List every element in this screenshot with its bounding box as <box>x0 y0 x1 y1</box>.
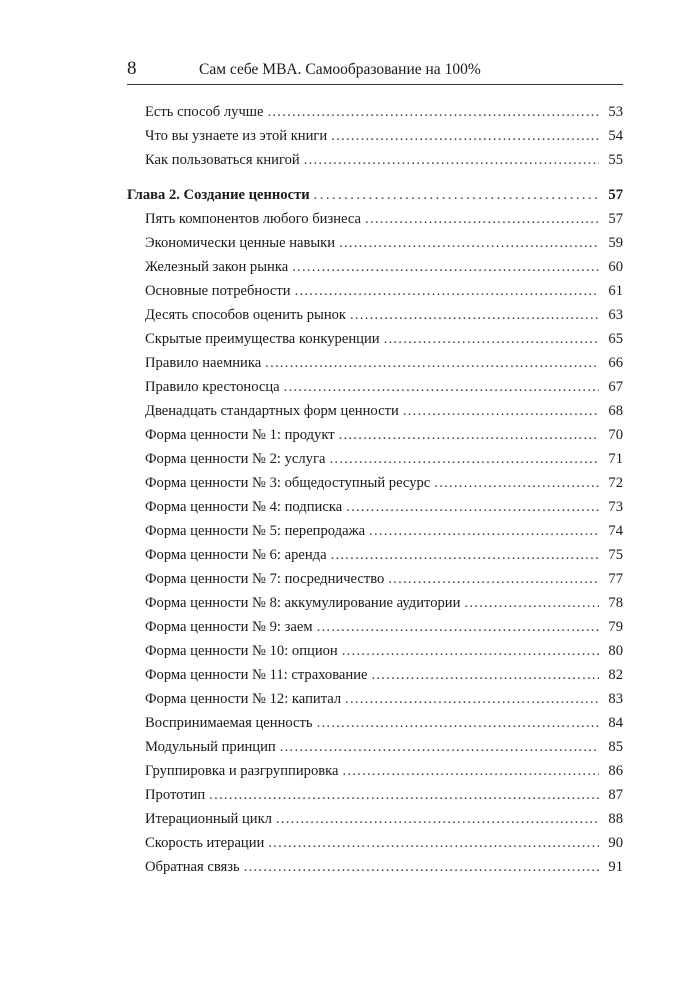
toc-entry <box>127 124 623 148</box>
dot-leader <box>295 279 599 303</box>
toc-entry <box>127 100 623 124</box>
toc-entry-page: 63 <box>608 307 623 323</box>
toc-entry <box>127 447 623 471</box>
toc-entry-page: 70 <box>608 427 623 443</box>
toc-entry-page: 68 <box>608 403 623 419</box>
toc-entry <box>127 207 623 231</box>
toc-entry <box>127 663 623 687</box>
toc-entry-page: 72 <box>608 475 623 491</box>
toc-entry-title: Правило наемника <box>145 355 262 371</box>
toc-entry <box>127 855 623 879</box>
toc-entry-title: Скорость итерации <box>145 835 265 851</box>
toc-entry <box>127 375 623 399</box>
toc-entry-title: Форма ценности № 1: продукт <box>145 427 335 443</box>
dot-leader <box>372 663 600 687</box>
toc-entry-page: 85 <box>608 739 623 755</box>
toc-entry <box>127 735 623 759</box>
toc-entry-page: 84 <box>608 715 623 731</box>
dot-leader <box>339 231 599 255</box>
dot-leader <box>304 148 599 172</box>
toc-entry-page: 80 <box>608 643 623 659</box>
toc-entry-page: 67 <box>608 379 623 395</box>
toc-entry-page: 57 <box>608 187 623 203</box>
toc-entry <box>127 591 623 615</box>
dot-leader <box>284 375 599 399</box>
toc-entry <box>127 255 623 279</box>
dot-leader <box>268 831 599 855</box>
toc-entry-title: Форма ценности № 5: перепродажа <box>145 523 366 539</box>
toc-entry-page: 65 <box>608 331 623 347</box>
toc-chapter-entry <box>127 183 623 207</box>
toc-entry-title: Двенадцать стандартных форм ценности <box>145 403 399 419</box>
table-of-contents <box>127 100 623 879</box>
dot-leader <box>292 255 599 279</box>
toc-entry-page: 59 <box>608 235 623 251</box>
dot-leader <box>317 711 599 735</box>
toc-entry <box>127 543 623 567</box>
toc-entry-title: Форма ценности № 10: опцион <box>145 643 338 659</box>
toc-entry <box>127 615 623 639</box>
dot-leader <box>346 495 599 519</box>
toc-entry-title: Прототип <box>145 787 206 803</box>
toc-entry-title: Группировка и разгруппировка <box>145 763 339 779</box>
toc-entry-title: Экономически ценные навыки <box>145 235 336 251</box>
toc-entry-title: Форма ценности № 11: страхование <box>145 667 368 683</box>
toc-entry-title: Железный закон рынка <box>145 259 289 275</box>
toc-entry-page: 75 <box>608 547 623 563</box>
toc-entry-page: 83 <box>608 691 623 707</box>
toc-entry <box>127 303 623 327</box>
dot-leader <box>345 687 599 711</box>
dot-leader <box>388 567 599 591</box>
dot-leader <box>464 591 599 615</box>
dot-leader <box>244 855 599 879</box>
toc-entry-page: 73 <box>608 499 623 515</box>
toc-entry-title: Форма ценности № 9: заем <box>145 619 313 635</box>
toc-entry-title: Форма ценности № 12: капитал <box>145 691 342 707</box>
dot-leader <box>317 615 599 639</box>
toc-entry <box>127 279 623 303</box>
dot-leader <box>268 100 599 124</box>
toc-entry-page: 88 <box>608 811 623 827</box>
toc-entry-page: 77 <box>608 571 623 587</box>
dot-leader <box>350 303 599 327</box>
toc-entry-title: Что вы узнаете из этой книги <box>145 128 328 144</box>
toc-entry-page: 74 <box>608 523 623 539</box>
toc-entry-page: 60 <box>608 259 623 275</box>
dot-leader <box>342 759 599 783</box>
toc-entry-title: Скрытые преимущества конкуренции <box>145 331 380 347</box>
toc-entry <box>127 831 623 855</box>
toc-entry-title: Обратная связь <box>145 859 240 875</box>
dot-leader <box>276 807 599 831</box>
toc-entry-title: Форма ценности № 8: аккумулирование аудитории <box>145 595 461 611</box>
dot-leader <box>314 183 599 207</box>
toc-entry-page: 66 <box>608 355 623 371</box>
toc-entry-title: Форма ценности № 3: общедоступный ресурс <box>145 475 431 491</box>
toc-entry-page: 57 <box>608 211 623 227</box>
dot-leader <box>331 543 599 567</box>
toc-entry <box>127 687 623 711</box>
dot-leader <box>403 399 599 423</box>
toc-entry-page: 53 <box>608 104 623 120</box>
toc-entry <box>127 495 623 519</box>
toc-entry <box>127 231 623 255</box>
toc-entry-page: 86 <box>608 763 623 779</box>
dot-leader <box>331 124 599 148</box>
toc-entry-page: 54 <box>608 128 623 144</box>
dot-leader <box>280 735 599 759</box>
toc-entry-page: 87 <box>608 787 623 803</box>
dot-leader <box>339 423 599 447</box>
toc-entry <box>127 148 623 172</box>
toc-entry <box>127 783 623 807</box>
page-number: 8 <box>127 58 137 79</box>
dot-leader <box>434 471 599 495</box>
toc-entry <box>127 471 623 495</box>
dot-leader <box>384 327 599 351</box>
toc-entry <box>127 567 623 591</box>
toc-entry-page: 55 <box>608 152 623 168</box>
dot-leader <box>369 519 599 543</box>
toc-entry-title: Правило крестоносца <box>145 379 280 395</box>
dot-leader <box>209 783 599 807</box>
toc-entry-page: 61 <box>608 283 623 299</box>
toc-entry-title: Форма ценности № 6: аренда <box>145 547 327 563</box>
toc-entry-title: Десять способов оценить рынок <box>145 307 347 323</box>
toc-entry <box>127 423 623 447</box>
toc-entry-title: Воспринимаемая ценность <box>145 715 313 731</box>
toc-entry-title: Форма ценности № 7: посредничество <box>145 571 385 587</box>
dot-leader <box>365 207 599 231</box>
toc-entry-title: Как пользоваться книгой <box>145 152 300 168</box>
toc-entry-title: Модульный принцип <box>145 739 276 755</box>
toc-entry-title: Есть способ лучше <box>145 104 264 120</box>
toc-entry-title: Пять компонентов любого бизнеса <box>145 211 362 227</box>
toc-entry <box>127 519 623 543</box>
toc-entry-title: Форма ценности № 2: услуга <box>145 451 326 467</box>
toc-entry-title: Итерационный цикл <box>145 811 272 827</box>
toc-entry <box>127 711 623 735</box>
toc-entry-title: Основные потребности <box>145 283 291 299</box>
toc-entry <box>127 759 623 783</box>
toc-entry <box>127 399 623 423</box>
toc-entry-title: Форма ценности № 4: подписка <box>145 499 343 515</box>
toc-entry <box>127 807 623 831</box>
toc-entry-page: 90 <box>608 835 623 851</box>
toc-entry <box>127 327 623 351</box>
dot-leader <box>265 351 599 375</box>
toc-entry <box>127 351 623 375</box>
dot-leader <box>329 447 599 471</box>
toc-entry-page: 79 <box>608 619 623 635</box>
toc-entry-page: 78 <box>608 595 623 611</box>
toc-entry-page: 91 <box>608 859 623 875</box>
toc-entry-page: 71 <box>608 451 623 467</box>
dot-leader <box>342 639 599 663</box>
toc-entry-title: Глава 2. Создание ценности <box>127 187 310 203</box>
running-title: Сам себе MBA. Самообразование на 100% <box>199 61 481 78</box>
header-rule <box>127 84 623 85</box>
toc-entry-page: 82 <box>608 667 623 683</box>
toc-entry <box>127 639 623 663</box>
